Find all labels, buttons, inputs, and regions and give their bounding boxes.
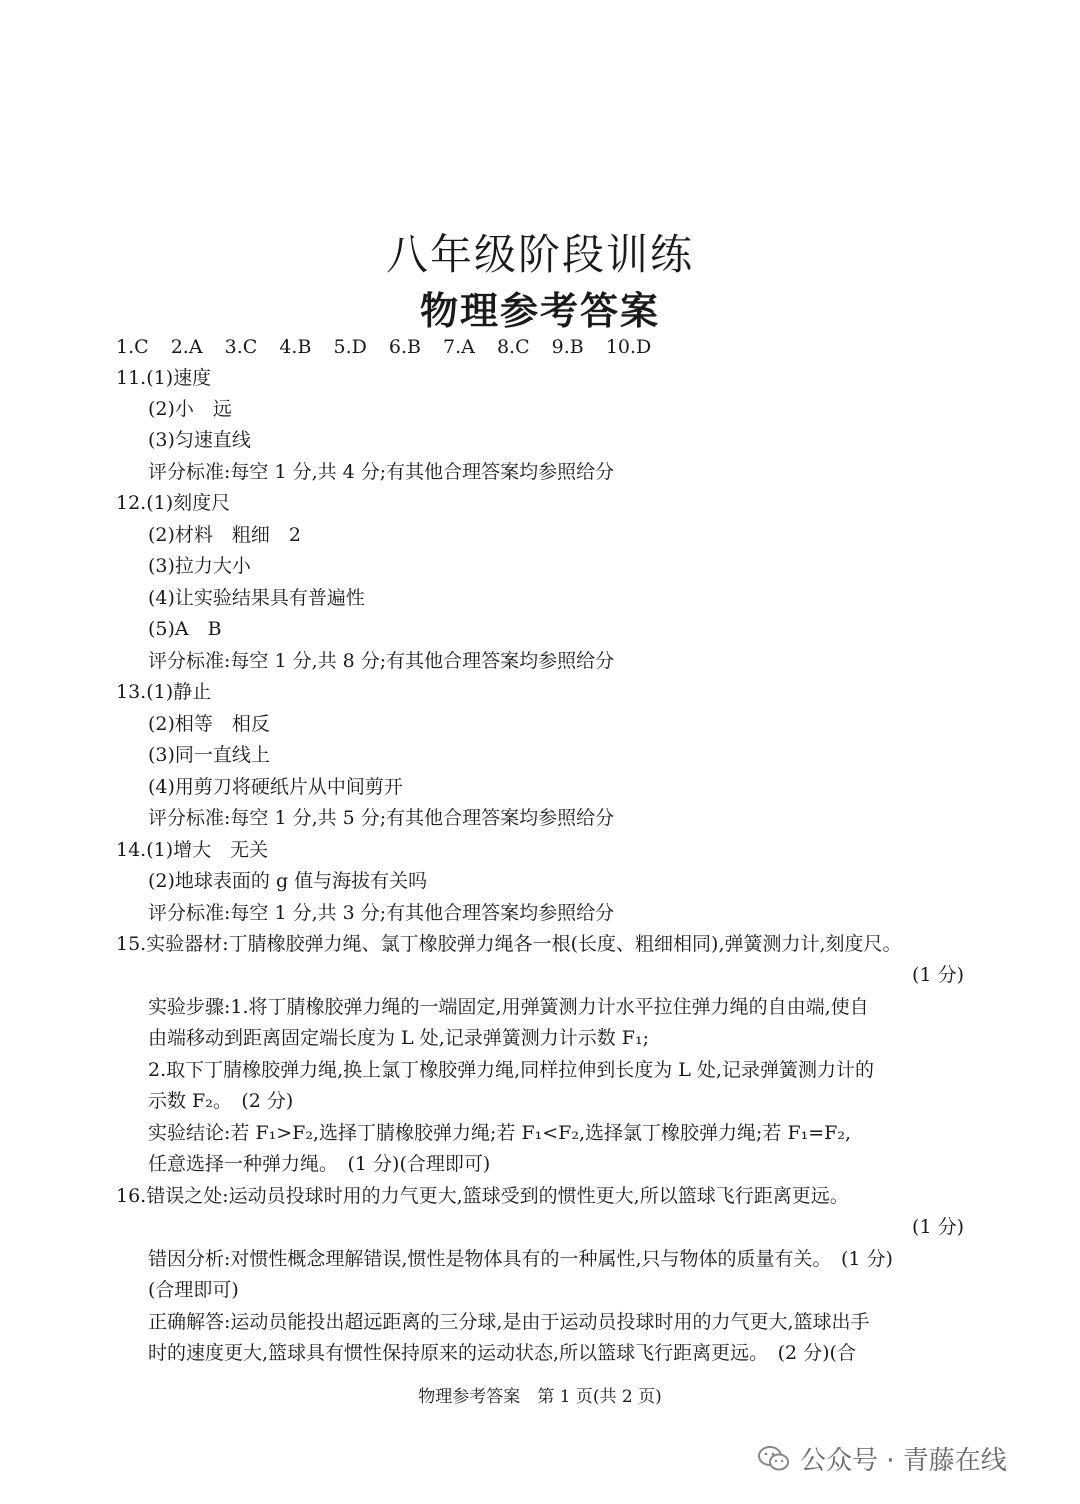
q13-part4: (4)用剪刀将硬纸片从中间剪开 [148, 776, 403, 798]
mcq-item: 4.B [279, 336, 312, 358]
q15-head: 15.实验器材:丁腈橡胶弹力绳、氯丁橡胶弹力绳各一根(长度、粗细相同),弹簧测力计,刻度尺。 [116, 933, 902, 955]
q16-head: 16.错误之处:运动员投球时用的力气更大,篮球受到的惯性更大,所以篮球飞行距离更远。 [116, 1185, 849, 1207]
q11-part3: (3)匀速直线 [148, 429, 251, 451]
mcq-item: 2.A [170, 336, 203, 358]
q12-score: 评分标准:每空 1 分,共 8 分;有其他合理答案均参照给分 [148, 650, 615, 672]
q13-part3: (3)同一直线上 [148, 744, 270, 766]
q13-part2: (2)相等 相反 [148, 713, 270, 735]
mcq-item: 8.C [496, 336, 530, 358]
q16-points: (1 分) [912, 1216, 964, 1238]
q11-head: 11.(1)速度 [116, 367, 212, 389]
q15-conclusion1: 实验结论:若 F₁>F₂,选择丁腈橡胶弹力绳;若 F₁<F₂,选择氯丁橡胶弹力绳;若 F₁=F₂, [148, 1122, 852, 1144]
mcq-item: 5.D [333, 336, 367, 358]
q13-head: 13.(1)静止 [116, 681, 212, 703]
q15-step2b: 示数 F₂。 (2 分) [148, 1090, 294, 1112]
q12-head: 12.(1)刻度尺 [116, 492, 231, 514]
watermark-text: 公众号 · 青藤在线 [800, 1446, 1007, 1476]
q12-part2: (2)材料 粗细 2 [148, 524, 302, 546]
q15-conclusion2: 任意选择一种弹力绳。 (1 分)(合理即可) [148, 1153, 491, 1175]
q13-score: 评分标准:每空 1 分,共 5 分;有其他合理答案均参照给分 [148, 807, 615, 829]
page-footer: 物理参考答案 第 1 页(共 2 页) [418, 1387, 662, 1407]
mcq-answers [116, 334, 667, 360]
q15-points: (1 分) [912, 964, 964, 986]
q15-step1b: 由端移动到距离固定端长度为 L 处,记录弹簧测力计示数 F₁; [148, 1027, 649, 1049]
mcq-item: 6.B [388, 336, 421, 358]
q12-part5: (5)A B [148, 618, 222, 640]
q11-part2: (2)小 远 [148, 398, 232, 420]
q12-part3: (3)拉力大小 [148, 555, 251, 577]
q16-answer2: 时的速度更大,篮球具有惯性保持原来的运动状态,所以篮球飞行距离更远。 (2 分)(合 [148, 1342, 856, 1364]
q14-score: 评分标准:每空 1 分,共 3 分;有其他合理答案均参照给分 [148, 902, 615, 924]
watermark [758, 1440, 1007, 1477]
q16-reason2: (合理即可) [148, 1279, 239, 1301]
mcq-item: 10.D [605, 336, 652, 358]
title-line2: 物理参考答案 [419, 288, 660, 333]
q11-score: 评分标准:每空 1 分,共 4 分;有其他合理答案均参照给分 [148, 461, 615, 483]
wechat-icon [758, 1445, 790, 1473]
q15-step2a: 2.取下丁腈橡胶弹力绳,换上氯丁橡胶弹力绳,同样拉伸到长度为 L 处,记录弹簧测力计的 [148, 1059, 874, 1081]
title-line1: 八年级阶段训练 [385, 230, 694, 279]
q12-part4: (4)让实验结果具有普遍性 [148, 587, 365, 609]
mcq-item: 7.A [443, 336, 475, 358]
q14-part2: (2)地球表面的 g 值与海拔有关吗 [148, 870, 428, 892]
q15-step1a: 实验步骤:1.将丁腈橡胶弹力绳的一端固定,用弹簧测力计水平拉住弹力绳的自由端,使自 [148, 996, 869, 1018]
mcq-item: 1.C [116, 336, 149, 358]
mcq-item: 3.C [224, 336, 258, 358]
q16-reason1: 错因分析:对惯性概念理解错误,惯性是物体具有的一种属性,只与物体的质量有关。 (1 分) [148, 1248, 893, 1270]
q16-answer1: 正确解答:运动员能投出超远距离的三分球,是由于运动员投球时用的力气更大,篮球出手 [148, 1311, 870, 1333]
mcq-item: 9.B [551, 336, 584, 358]
q14-head: 14.(1)增大 无关 [116, 839, 269, 861]
